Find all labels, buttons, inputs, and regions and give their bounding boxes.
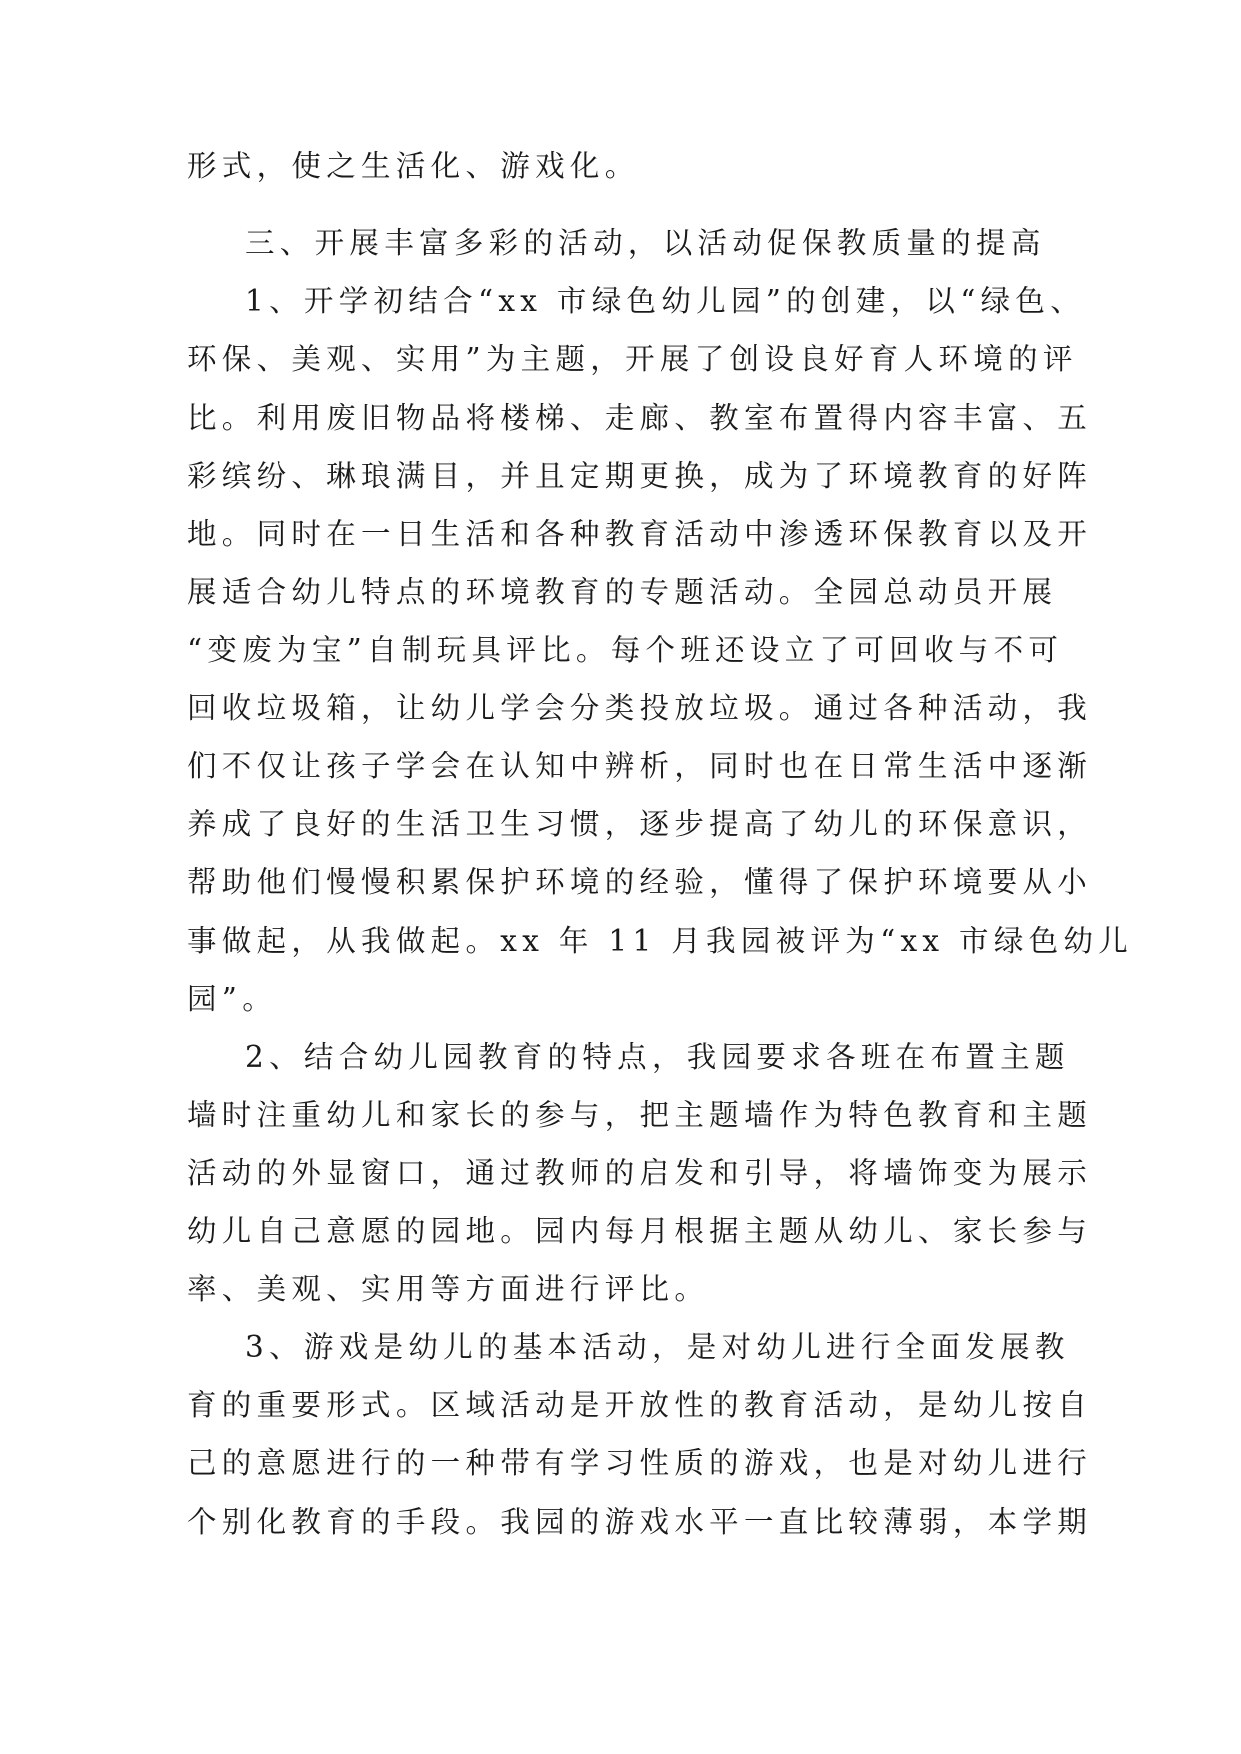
text-line: 们不仅让孩子学会在认知中辨析，同时也在日常生活中逐渐 xyxy=(187,749,1093,783)
text-line: 回收垃圾箱，让幼儿学会分类投放垃圾。通过各种活动，我 xyxy=(187,691,1093,725)
text-line: 环保、美观、实用”为主题，开展了创设良好育人环境的评 xyxy=(187,342,1078,376)
text-line: 1、开学初结合“xx 市绿色幼儿园”的创建，以“绿色、 xyxy=(245,284,1086,318)
text-line: 墙时注重幼儿和家长的参与，把主题墙作为特色教育和主题 xyxy=(187,1098,1093,1132)
section-heading: 三、开展丰富多彩的活动，以活动促保教质量的提高 xyxy=(245,226,1046,260)
text-line: 个别化教育的手段。我园的游戏水平一直比较薄弱，本学期 xyxy=(187,1505,1093,1539)
text-line: 2、结合幼儿园教育的特点，我园要求各班在布置主题 xyxy=(245,1040,1070,1074)
text-line: 地。同时在一日生活和各种教育活动中渗透环保教育以及开 xyxy=(187,517,1093,551)
text-line: 形式，使之生活化、游戏化。 xyxy=(187,149,640,183)
text-line: 己的意愿进行的一种带有学习性质的游戏，也是对幼儿进行 xyxy=(187,1446,1093,1480)
text-line: 比。利用废旧物品将楼梯、走廊、教室布置得内容丰富、五 xyxy=(187,401,1093,435)
text-line: 活动的外显窗口，通过教师的启发和引导，将墙饰变为展示 xyxy=(187,1156,1093,1190)
text-line: 养成了良好的生活卫生习惯，逐步提高了幼儿的环保意识， xyxy=(187,807,1093,841)
text-line: 3、游戏是幼儿的基本活动，是对幼儿进行全面发展教 xyxy=(245,1330,1070,1364)
text-line: 率、美观、实用等方面进行评比。 xyxy=(187,1272,710,1306)
text-line: 育的重要形式。区域活动是开放性的教育活动，是幼儿按自 xyxy=(187,1388,1093,1422)
text-line: 园”。 xyxy=(187,982,278,1016)
text-line: 展适合幼儿特点的环境教育的专题活动。全园总动员开展 xyxy=(187,575,1058,609)
text-line: 彩缤纷、琳琅满目，并且定期更换，成为了环境教育的好阵 xyxy=(187,459,1093,493)
text-line: 事做起，从我做起。xx 年 11 月我园被评为“xx 市绿色幼儿 xyxy=(187,924,1134,958)
text-line: “变废为宝”自制玩具评比。每个班还设立了可回收与不可 xyxy=(187,633,1064,667)
text-line: 幼儿自己意愿的园地。园内每月根据主题从幼儿、家长参与 xyxy=(187,1214,1093,1248)
text-line: 帮助他们慢慢积累保护环境的经验，懂得了保护环境要从小 xyxy=(187,865,1093,899)
